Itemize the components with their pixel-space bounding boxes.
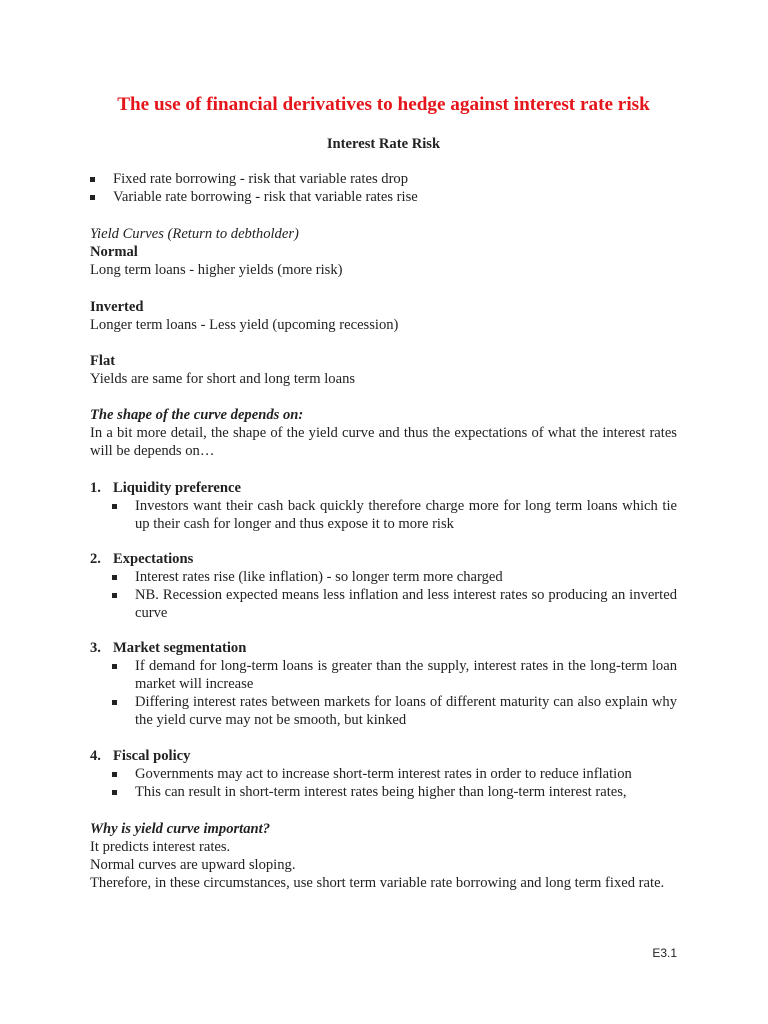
list-item: Variable rate borrowing - risk that variable rates rise [90,188,677,206]
list-item: Governments may act to increase short-term interest rates in order to reduce inflation [90,765,677,783]
page-number: E3.1 [652,946,677,960]
flat-text: Yields are same for short and long term loans [90,371,356,387]
factor-market-segmentation [90,639,677,729]
bullet-square-icon [112,700,117,705]
factor-fiscal-policy [90,747,677,801]
list-item: If demand for long-term loans is greater than the supply, interest rates in the long-term loan market will increase [90,657,677,693]
importance-section [90,820,677,892]
factor-bullet-list [90,568,677,622]
list-item: Differing interest rates between markets for loans of different maturity can also explain why the yield curve may not be smooth, but kinked [90,693,677,729]
factor-bullet-list [90,765,677,801]
bullet-square-icon [112,575,117,580]
shape-section [90,406,677,460]
yield-curves-section [90,225,677,279]
normal-label: Normal [90,244,138,260]
factor-heading: 3. Market segmentation [90,640,247,656]
bullet-square-icon [112,593,117,598]
inverted-label: Inverted [90,299,144,315]
list-item: Investors want their cash back quickly therefore charge more for long term loans which tie up their cash for longer and thus expose it to more risk [90,497,677,533]
bullet-square-icon [90,195,95,200]
flat-section [90,352,677,388]
list-item: This can result in short-term interest rates being higher than long-term interest rates, [90,783,677,801]
list-item: NB. Recession expected means less inflation and less interest rates so producing an inverted curve [90,586,677,622]
importance-heading: Why is yield curve important? [90,821,270,837]
factor-heading: 4. Fiscal policy [90,748,191,764]
importance-line-3: Therefore, in these circumstances, use short term variable rate borrowing and long term fixed rate. [90,875,665,891]
importance-line-1: It predicts interest rates. [90,839,231,855]
document-title: The use of financial derivatives to hedge against interest rate risk [117,94,650,115]
normal-text: Long term loans - higher yields (more risk) [90,262,343,278]
factor-bullet-list [90,657,677,729]
bullet-square-icon [112,664,117,669]
list-item: Fixed rate borrowing - risk that variable rates drop [90,170,677,188]
bullet-square-icon [112,504,117,509]
importance-line-2: Normal curves are upward sloping. [90,857,296,873]
flat-label: Flat [90,353,116,369]
inverted-text: Longer term loans - Less yield (upcoming recession) [90,317,399,333]
factor-heading: 1. Liquidity preference [90,480,241,496]
factor-expectations [90,550,677,622]
factor-heading: 2. Expectations [90,551,194,567]
inverted-section [90,298,677,334]
bullet-square-icon [112,790,117,795]
factor-bullet-list [90,497,677,533]
shape-text: In a bit more detail, the shape of the yield curve and thus the expectations of what the interest rates will be depends on… [90,425,677,459]
bullet-square-icon [112,772,117,777]
section-subtitle: Interest Rate Risk [326,136,441,152]
list-item: Interest rates rise (like inflation) - so longer term more charged [90,568,677,586]
yield-curves-heading: Yield Curves (Return to debtholder) [90,226,299,242]
bullet-square-icon [90,177,95,182]
shape-heading: The shape of the curve depends on: [90,407,304,423]
risk-bullet-list [90,170,677,206]
factor-liquidity [90,479,677,533]
